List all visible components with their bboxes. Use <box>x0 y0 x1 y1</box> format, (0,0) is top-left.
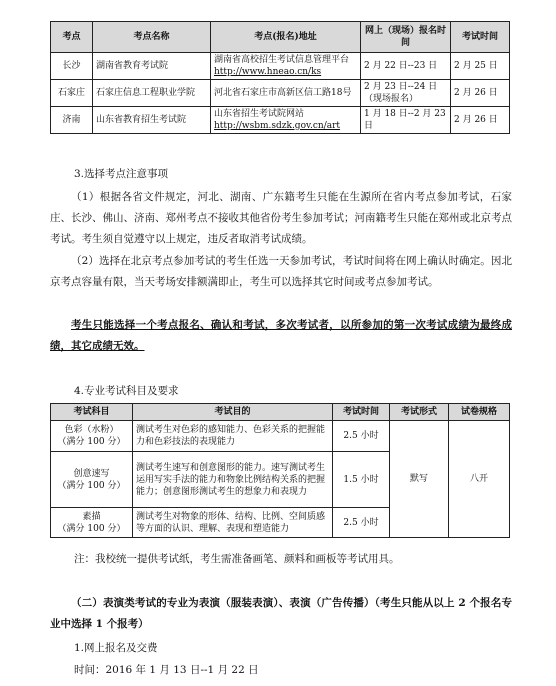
header-subject: 考试科目 <box>51 404 133 421</box>
table-row <box>51 80 510 107</box>
subject-name: 素描 <box>82 511 101 522</box>
header-spec: 试卷规格 <box>449 404 510 421</box>
cell-form: 默写 <box>390 421 449 538</box>
subject-score: （满分 100 分） <box>57 480 126 491</box>
cell-city: 长沙 <box>51 53 93 80</box>
cell-city: 济南 <box>51 107 93 134</box>
subject-score: （满分 100 分） <box>57 437 126 447</box>
address-text: 湖南省高校招生考试信息管理平台 <box>214 55 350 65</box>
header-site-name: 考点名称 <box>93 22 211 53</box>
cell-reg-time: 2 月 23 日--24 日（现场报名） <box>361 80 451 107</box>
cell-spec: 八开 <box>449 421 510 538</box>
header-reg-time: 网上（现场）报名时间 <box>361 22 451 53</box>
exam-sites-table <box>50 21 510 134</box>
cell-site-name: 山东省教育招生考试院 <box>93 107 211 134</box>
header-site: 考点 <box>51 22 93 53</box>
header-purpose: 考试目的 <box>133 404 333 421</box>
cell-purpose: 测试考生速写和创意图形的能力。速写测试考生运用写实手法的能力和物象比例结构关系的把握能力；创意图形测试考生的想象力和表现力 <box>133 452 333 508</box>
table-row <box>51 107 510 134</box>
cell-duration: 2.5 小时 <box>333 508 390 538</box>
section-b-item1: 1.网上报名及交费 <box>74 642 158 654</box>
table-row <box>51 53 510 80</box>
section3-title: 3.选择考点注意事项 <box>74 168 169 180</box>
cell-exam-time: 2 月 26 日 <box>451 107 510 134</box>
subject-name: 创意速写 <box>73 468 110 479</box>
cell-subject <box>51 421 133 452</box>
table-row <box>51 421 510 452</box>
address-link[interactable]: http://www.hneao.cn/ks <box>214 67 322 77</box>
cell-reg-time: 2 月 22 日--23 日 <box>361 53 451 80</box>
cell-duration: 2.5 小时 <box>333 421 390 452</box>
address-text: 山东省招生考试院网站 <box>214 109 305 119</box>
cell-subject <box>51 508 133 538</box>
cell-site-name: 湖南省教育考试院 <box>93 53 211 80</box>
header-form: 考试形式 <box>390 404 449 421</box>
cell-purpose: 测试考生对物象的形体、结构、比例、空间质感等方面的认识、理解、表现和塑造能力 <box>133 508 333 538</box>
cell-subject <box>51 452 133 508</box>
section3-paragraph-1: （1）根据各省文件规定，河北、湖南、广东籍考生只能在生源所在省内考点参加考试，石家庄、长沙、佛山、济南、郑州考点不接收其他省份考生参加考试；河南籍考生只能在郑州或北京考点考试。考生须自觉遵守以上规定，违反者取消考试成绩。 <box>50 191 512 245</box>
cell-site-name: 石家庄信息工程职业学院 <box>93 80 211 107</box>
section-b-time: 时间：2016 年 1 月 13 日--1 月 22 日 <box>74 664 259 676</box>
section4-title: 4.专业考试科目及要求 <box>74 385 179 397</box>
header-duration: 考试时间 <box>333 404 390 421</box>
header-address: 考点(报名)地址 <box>211 22 361 53</box>
cell-address <box>211 107 361 134</box>
header-exam-time: 考试时间 <box>451 22 510 53</box>
section3-paragraph-2: （2）选择在北京考点参加考试的考生任选一天参加考试，考试时间将在网上确认时确定。因北京考点容量有限，当天考场安排额满即止，考生可以选择其它时间或考点参加考试。 <box>50 255 512 288</box>
address-link[interactable]: http://wsbm.sdzk.gov.cn/art <box>214 121 341 131</box>
cell-duration: 1.5 小时 <box>333 452 390 508</box>
section-b-heading: （二）表演类考试的专业为表演（服装表演）、表演（广告传播）（考生只能从以上 2 个报名专业中选择 1 个报考） <box>50 597 512 630</box>
subject-score: （满分 100 分） <box>57 523 126 534</box>
cell-exam-time: 2 月 26 日 <box>451 80 510 107</box>
cell-exam-time: 2 月 25 日 <box>451 53 510 80</box>
cell-address <box>211 53 361 80</box>
subject-name: 色彩（水粉） <box>64 425 119 435</box>
cell-purpose: 测试考生对色彩的感知能力、色彩关系的把握能力和色彩技法的表现能力 <box>133 421 333 452</box>
section3-notice: 考生只能选择一个考点报名、确认和考试，多次考试者，以所参加的第一次考试成绩为最终成绩，其它成绩无效。 <box>50 319 512 352</box>
subjects-table <box>50 403 510 538</box>
cell-address: 河北省石家庄市高新区信工路18号 <box>211 80 361 107</box>
section4-note: 注：我校统一提供考试纸，考生需准备画笔、颜料和画板等考试用具。 <box>74 553 400 565</box>
table-header-row <box>51 22 510 53</box>
cell-reg-time: 1 月 18 日--2 月 23 日 <box>361 107 451 134</box>
cell-city: 石家庄 <box>51 80 93 107</box>
table-header-row <box>51 404 510 421</box>
